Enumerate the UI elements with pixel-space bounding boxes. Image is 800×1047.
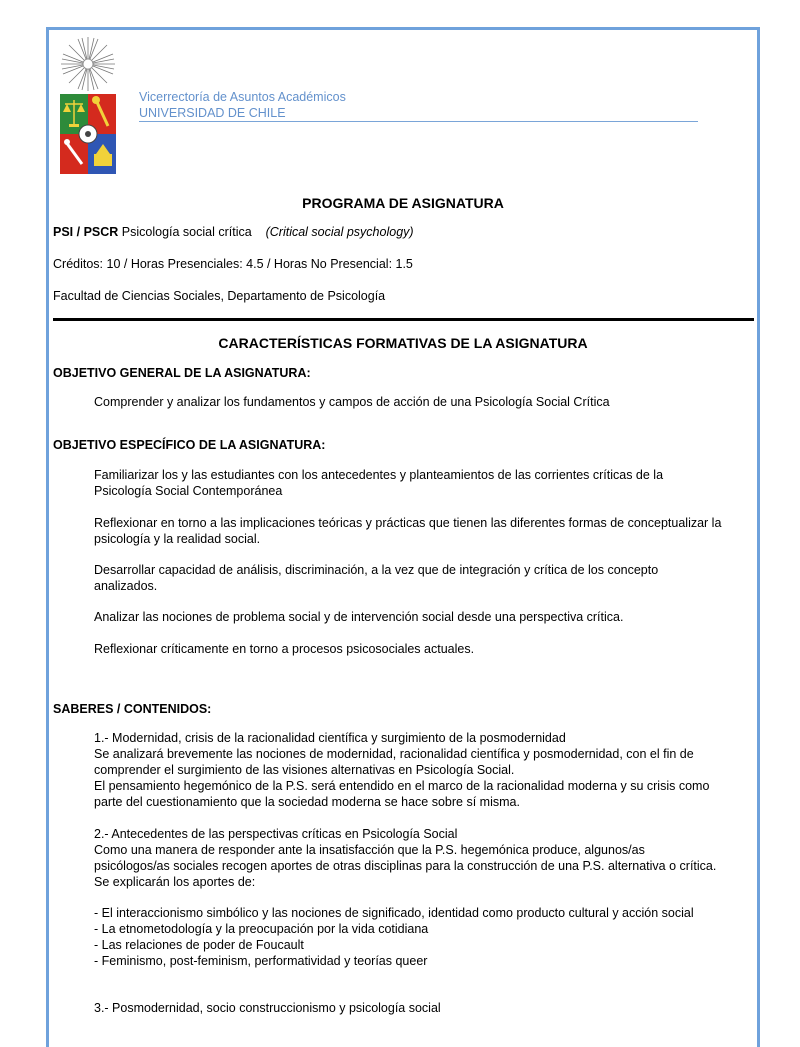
general-objective-text: Comprender y analizar los fundamentos y campos de acción de una Psicología Social Crítica	[94, 395, 610, 409]
unit-2-bullets	[94, 905, 722, 969]
institution-header	[139, 89, 346, 121]
specific-objective-item: Desarrollar capacidad de análisis, discriminación, a la vez que de integración y crítica de los concepto analizados.	[94, 563, 659, 593]
unit-1-text: Se analizará brevemente las nociones de modernidad, racionalidad científica y posmodernidad, con el fin de comprender el surgimiento de las visiones alternativas en Psicología Social.	[94, 747, 694, 777]
faculty-line: Facultad de Ciencias Sociales, Departamento de Psicología	[53, 289, 386, 303]
course-english-name: (Critical social psychology)	[265, 225, 414, 239]
course-name: Psicología social crítica	[118, 225, 252, 239]
unit-2	[94, 826, 722, 890]
list-item: - Las relaciones de poder de Foucault	[94, 938, 304, 952]
specific-objective-item: Analizar las nociones de problema social y de intervención social desde una perspectiva crítica.	[94, 610, 624, 624]
general-objective-heading: OBJETIVO GENERAL DE LA ASIGNATURA:	[53, 366, 311, 380]
list-item: - Feminismo, post-feminism, performatividad y teorías queer	[94, 954, 428, 968]
header-divider	[139, 121, 698, 122]
unit-1-title: 1.- Modernidad, crisis de la racionalidad científica y surgimiento de la posmodernidad	[94, 731, 566, 745]
vicerrectoria-label: Vicerrectoría de Asuntos Académicos	[139, 90, 346, 104]
course-code: PSI / PSCR	[53, 225, 119, 239]
unit-2-title: 2.- Antecedentes de las perspectivas críticas en Psicología Social	[94, 827, 458, 841]
specific-objective-item: Reflexionar críticamente en torno a procesos psicosociales actuales.	[94, 642, 475, 656]
section-divider	[53, 318, 754, 321]
contents-heading: SABERES / CONTENIDOS:	[53, 702, 212, 716]
unit-1-text: El pensamiento hegemónico de la P.S. será entendido en el marco de la racionalidad moderna y su crisis como parte del cuestionamiento que la sociedad moderna se hace sobre sí misma.	[94, 779, 710, 809]
credits-line: Créditos: 10 / Horas Presenciales: 4.5 / Horas No Presencial: 1.5	[53, 257, 413, 271]
course-line	[53, 225, 414, 239]
specific-objective-heading: OBJETIVO ESPECÍFICO DE LA ASIGNATURA:	[53, 438, 326, 452]
specific-objective-item: Reflexionar en torno a las implicaciones teóricas y prácticas que tienen las diferentes formas de conceptualizar la psicología y la realidad social.	[94, 516, 722, 546]
university-crest-logo	[58, 36, 118, 176]
unit-1	[94, 730, 722, 810]
shield-icon	[60, 94, 116, 174]
unit-3-title: 3.- Posmodernidad, socio construccionismo y psicología social	[94, 1001, 441, 1015]
unit-2-text: Como una manera de responder ante la insatisfacción que la P.S. hegemónica produce, algunos/as psicólogos/as sociales recogen aportes de otras disciplinas para la construcción de una P.S. alternativa o crítica. Se explicarán los aportes de:	[94, 843, 717, 889]
characteristics-title: CARACTERÍSTICAS FORMATIVAS DE LA ASIGNATURA	[218, 335, 588, 351]
list-item: - El interaccionismo simbólico y las nociones de significado, identidad como producto cultural y acción social	[94, 906, 694, 920]
university-name: UNIVERSIDAD DE CHILE	[139, 106, 286, 120]
program-title: PROGRAMA DE ASIGNATURA	[302, 195, 504, 211]
list-item: - La etnometodología y la preocupación por la vida cotidiana	[94, 922, 429, 936]
specific-objective-item: Familiarizar los y las estudiantes con los antecedentes y planteamientos de las corrientes críticas de la Psicología Social Contemporánea	[94, 468, 664, 498]
